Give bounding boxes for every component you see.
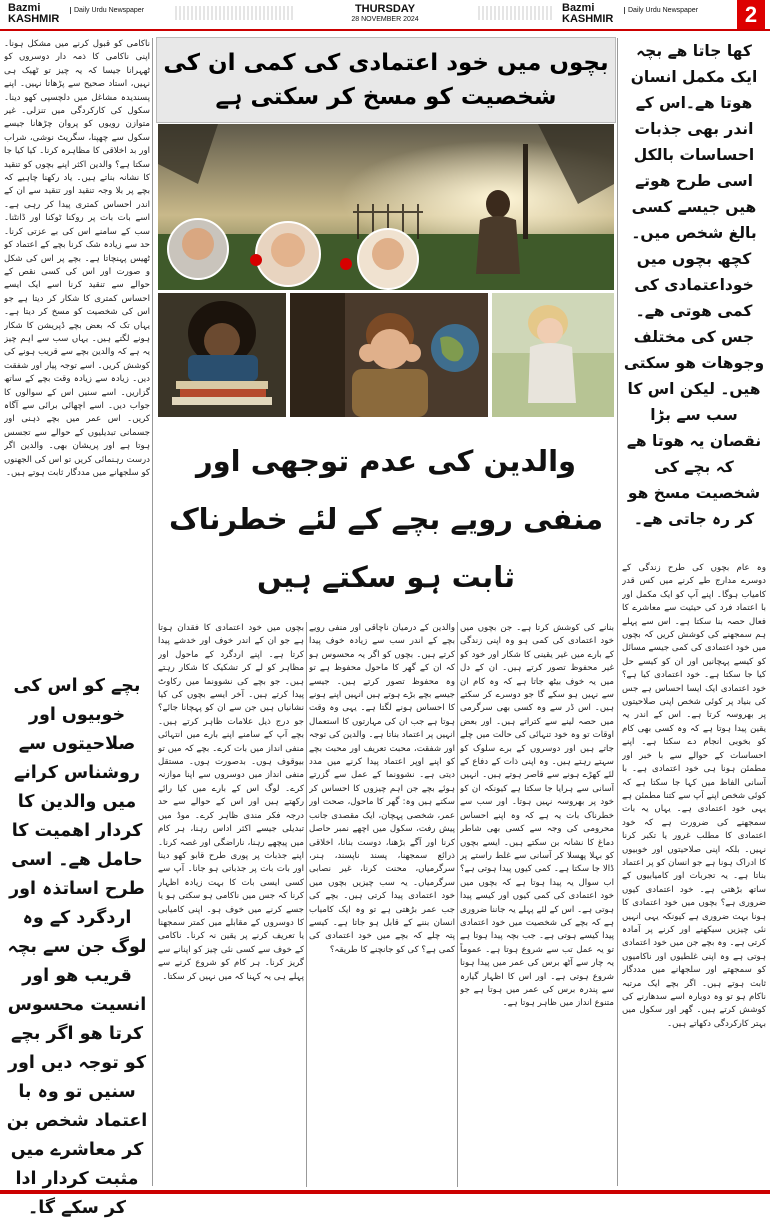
photo-boy-globe	[290, 293, 488, 417]
masthead	[0, 0, 770, 32]
column-divider	[306, 622, 307, 1187]
brand-subtitle-right	[624, 3, 732, 14]
photo-girl-outdoors-svg	[492, 293, 614, 417]
brand-logo-right	[562, 3, 622, 25]
left-pullquote: بچے کو اس کی خوبیوں اور صلاحیتوں سے روشناس کرانے میں والدین کا کردار اھمیت کا حامل ھے۔ اسی طرح اساتذہ اور اردگرد کے وہ لوگ جن سے بچہ قریب ھو اور انسیت محسوس کرتا ھو اگر بچے کو توجہ دیں اور سنیں تو وہ با اعتماد شخص بن کر معاشرے میں مثبت کردار ادا کر سکے گا۔	[6, 676, 148, 1218]
brand-name: Bazmi KASHMIR	[562, 2, 614, 25]
header-rule	[0, 29, 770, 31]
main-headline: والدین کی عدم توجھی اور منفی رویے بچے کے لئے خطرناک ثابت ہو سکتے ہیں	[168, 444, 604, 594]
decor-hatch	[478, 6, 553, 20]
hero-photo-svg	[158, 124, 614, 290]
left-column-paragraph: ناکامی کو قبول کرنے میں مشکل ہونا۔ اپنی ناکامی کا ذمہ دار دوسروں کو ٹھہرانا جیسا کہ یہ چیز تو ٹھیک ہی نہیں، استاد صحیح سے پڑھاتا نہیں۔ اپنے پسندیدہ مشاغل میں دلچسپی کھو دینا۔ سکول کی کارکردگی میں تنزلی۔ غیر متوازن رویوں کو پروان چڑھانا جیسے سکول سے چھپنا، سگریٹ نوشی، شراب اور بد اخلاقی کا مظاہرہ کرنا۔ کیا کیا جا سکتا ہے؟ والدین اکثر اپنے بچوں کو تنقید کا نشانہ بناتے ہیں۔ یاد رکھنا چاہیے کہ بچے پر بلا وجہ تنقید اور تنقید سے ان کے اندر احساس کمتری پیدا کر رہی ہے۔ اسے بات بات پر روکنا ٹوکنا اور ڈانٹنا۔ سب کے سامنے اس کی بے عزتی کرنا۔ حد سے زیادہ شک کرنا بچے کے اعتماد کو ٹھیس پہنچاتا ہے۔ بچے پر اس کی شکل و صورت اور اس کی کسی نقص کے حوالے سے تنقید کرنا اسے ایک ایسے احساس کمتری کا شکار کر دیتا ہے جو اس کی شخصیت کو مسخ کر دیتا ہے۔ یہاں تک کہ بعض بچے ڈپریشن کا شکار ہونے لگتے ہیں۔ یہاں سب سے اہم چیز یہ ہے کہ والدین بچے سے قریب ہونے کی کوشش کریں۔ اسے توجہ پیار اور شفقت دیں۔ زیادہ سے زیادہ وقت بچے کے ساتھ گزاریں۔ اسے سنیں اس کے سوالوں کا جواب دیں۔ اسے اچھائی برائی سے آگاہ کریں۔ اس عمر میں بچے ذہنی اور جسمانی تبدیلیوں کے حوالے سے تجسس ہوتا ہے اور پریشان بھی۔ والدین اگر درست رہنمائی کریں تو اس کی الجھنوں کو سلجھانے میں مددگار ثابت ہوتے ہیں۔	[4, 39, 150, 478]
decor-hatch	[175, 6, 295, 20]
issue-day: THURSDAY	[354, 3, 416, 15]
center-column-c	[460, 622, 614, 1187]
center-column-c-paragraph: بنانے کی کوشش کرتا ہے۔ جن بچوں میں خود اعتمادی کی کمی ہو وہ اپنی زندگی کے بارے میں غیر یقینی کا شکار اور خود کو غیر محفوظ تصور کرتے ہیں۔ ان کے دل میں یہ خوف بیٹھ جاتا ہے کہ وہ کام ان سے نہیں ہو سکے گا جو دوسرے کر سکتے ہیں۔ اس ڈر سے وہ کسی بھی سرگرمی میں حصہ لینے سے کتراتے ہیں۔ اور بعض اوقات تو وہ خود تنہائی کی حالت میں چلے جاتے ہیں اور دوسروں کے برے سلوک کو سہتے رہتے ہیں۔ وہ اپنی ذات کے دفاع کے لئے کھڑے ہونے سے قاصر ہوتے ہیں۔ انہیں آسانی سے ہرایا جا سکتا ہے کیونکہ ان کو خود پر بھروسہ نہیں ہوتا۔ اور سب سے خطرناک بات یہ ہے کہ وہ اپنے احساس محرومی کی وجہ سے کسی بھی شاطر دماغ کا نشانہ بن سکتے ہیں۔ ایسے بچوں کو بہلا پھسلا کر آسانی سے غلط راستے پر ڈالا جا سکتا ہے۔ کمی کیوں پیدا ہوتی ہے؟ اب سوال یہ پیدا ہوتا ہے کہ بچوں میں خود اعتمادی کی کمی کیوں اور کیسے پیدا ہوتی ہے۔ اس کے لئے پہلے یہ جاننا ضروری ہے کہ بچے کی شخصیت میں خود اعتمادی پیدا کیسے ہوتی ہے۔ جب بچہ پیدا ہوتا ہے تو یہ عمل تب سے شروع ہوتا ہے۔ عموماً یہ چار سے آٹھ برس کی عمر میں پیدا ہونا شروع ہوتی ہے۔ اور اس کا اظہار گیارہ سے پندرہ برس کی عمر میں ہوتا ہے جو متنوع انداز میں ظاہر ہوتا ہے۔	[460, 623, 614, 1009]
page-number: 2	[737, 0, 765, 30]
brand-sub: Daily Urdu Newspaper	[624, 7, 698, 14]
center-column-a-paragraph: بچوں میں خود اعتمادی کا فقدان ہوتا ہے جو ان کے اندر خوف اور خدشے پیدا کرتا ہے۔ اپنے اردگرد کے ماحول اور مظاہر کو لے کر تشکیک کا شکار رہتے ہیں۔ جو بچے کی نشوونما میں رکاوٹ پیدا کرتے ہیں۔ آخر ایسے بچوں کی کیا نشانیاں ہیں جن سے ان کو پہچانا جائے؟ جو درج ذیل علامات ظاہر کرتے ہیں۔ بچے آپ کے سامنے اپنے بارے میں انتہائی منفی انداز میں بات کرے۔ بچے کہ میں تو بیوقوف ہوں۔ بدصورت ہوں۔ مستقل منفی انداز میں دوسروں سے اپنا موازنہ کرے۔ لوگ اس کے بارے میں کیا رائے رکھتے ہیں اور اس کے حوالے سے حد درجہ فکر مندی ظاہر کرے۔ موڈ میں تبدیلی جیسے اکثر اداس رہنا، ہر کام میں پیچھے رہنا، ناراضگی اور غصہ کرنا۔ اپنے جذبات پر پوری طرح قابو کھو دینا اور بات بات پر جذباتی ہو جانا۔ آپ سے کسی ایسی بات کا بہت زیادہ اظہار کرنا کہ جس میں ناکامی ہو سکتی ہو یا جسے کرنے میں خوف ہو۔ اپنی کامیابی کا دوسروں کے مقابلے میں کمتر سمجھنا یا تعریف کرنے پر یقین نہ کرنا۔ ناکامی کے خوف سے کسی نئی چیز کو اپنانے سے گریز کرنا۔ ہر کام کو شروع کرنے سے پہلے ہی یہ کہنا کہ میں نہیں کر سکتا۔	[158, 623, 304, 982]
center-column-b	[309, 622, 455, 1187]
brand-subtitle-left	[70, 3, 150, 14]
photo-girl-books	[158, 293, 286, 417]
column-divider	[152, 38, 153, 1186]
banner-headline: بچوں میں خود اعتمادی کی کمی ان کی شخصیت کو مسخ کر سکتی ہے	[156, 37, 616, 123]
issue-date: 28 NOVEMBER 2024	[351, 16, 419, 23]
brand-name: Bazmi KASHMIR	[8, 2, 60, 25]
hero-photo	[158, 124, 614, 290]
right-pullquote: کھا جاتا ھے بچہ ایک مکمل انسان ھوتا ھے۔اس کے اندر بھی جذبات احساسات بالکل اسی طرح ھوتے ھیں جیسے کسی بالغ شخص میں۔کچھ بچوں میں خوداعتمادی کی کمی ھوتی ھے۔جس کی مختلف وجوھات ھو سکتی ھیں۔ لیکن اس کا سب سے بڑا نقصان یہ ھوتا ھے کہ بچے کی شخصیت مسخ ھو کر رہ جاتی ھے۔	[623, 42, 765, 528]
right-column-text	[622, 562, 766, 1187]
brand-sub: Daily Urdu Newspaper	[70, 7, 144, 14]
photo-girl-outdoors	[492, 293, 614, 417]
brand-logo-left	[8, 3, 68, 25]
footer-rule	[0, 1190, 770, 1194]
center-column-b-paragraph: والدین کے درمیان ناچاقی اور منفی رویے بچے کے اندر سب سے زیادہ خوف پیدا کرتے ہیں۔ بچوں کو اگر یہ محسوس ہو کہ ان کے گھر کا ماحول محفوظ ہے تو وہ محفوظ تصور کرتے ہیں۔ جیسے جیسے بچے بڑے ہوتے ہیں انہیں اپنے ہونے کا احساس ہونے لگتا ہے۔ یہی وہ وقت ہوتا ہے جب ان کی مہارتوں کا استعمال انہیں پر اعتماد بناتا ہے۔ والدین کی توجہ اور شفقت، محبت تعریف اور محبت بچے کو اپنے اوپر اعتماد پیدا کرنے میں مدد دیتی ہے۔ نشوونما کے عمل سے گزرتے ہوئے بچے جن اہم چیزوں کا احساس کر سکتے ہیں وہ: گھر کا ماحول، صحت اور عمر، شخصی پہچان، ایک مقصدی جانب پیش رفت، سکول میں اچھے نمبر حاصل کرنا اور آگے بڑھنا، دوست بنانا، اخلاقی ذرائع سمجھنا، پسند ناپسند، ہنر، سرگرمیاں، محنت کرنا، غیر نصابی سرگرمیاں۔ یہ سب چیزیں بچوں میں خود اعتمادی پیدا کرتی ہیں۔ بچے کی جب عمر بڑھتی ہے تو وہ ایک کامیاب انسان بننے کے قابل ہو جاتا ہے۔ کیسے پتہ چلے کہ بچے میں خود اعتمادی کی کمی ہے؟ کی کو جانچنے کا طریقہ؟	[309, 623, 455, 955]
center-column-a	[158, 622, 304, 1187]
photo-boy-globe-svg	[290, 293, 488, 417]
left-column-text	[4, 38, 150, 668]
photo-girl-books-svg	[158, 293, 286, 417]
right-column-paragraph: وہ عام بچوں کی طرح زندگی کے دوسرے مدارج طے کرنے میں کس قدر کامیاب ہوگا۔ اپنے آپ کو ایک مکمل اور با اعتماد فرد کی حیثیت سے معاشرے کا فعال حصہ بنا سکتا ہے۔ اس سے پہلے ہم سمجھنے کی کوشش کریں کہ بچوں میں خود اعتمادی کی کمی جیسے مسائل کو کیسے پہچانیں اور ان کو کیسے حل کیا جا سکتا ہے۔ خود اعتمادی کیا ہے؟ خود اعتمادی ایک ایسا احساس ہے جس کی بنیاد پر کوئی شخص اپنی صلاحیتوں پر بھروسہ کرتا ہے۔ اس کے اندر یہ یقین پیدا ہوتا ہے کہ وہ کسی بھی کام کو بخوبی انجام دے سکتا ہے۔ اپنے احساسات کے حوالے سے با خبر اور مطمئن ہونا ہی خود اعتمادی ہے۔ با آسانی الفاظ میں کہا جا سکتا ہے کہ کوئی شخص اپنے آپ سے کتنا مطمئن ہے یہی خود اعتمادی ہے۔ یہاں یہ بات سمجھنے کی ضرورت ہے کہ خود اعتمادی کا مطلب غرور یا تکبر کرنا نہیں۔ بلکہ اپنی صلاحیتوں اور خوبیوں کا ادراک ہونا ہے جو انسان کو پر اعتماد بناتا ہے۔ یہ تجربات اور کامیابیوں کے ساتھ بڑھتی ہے۔ خود اعتمادی کیوں ضروری ہے؟ بچوں میں خود اعتمادی کا ہونا بہت ضروری ہے کیونکہ یہی انہیں نئی چیزیں سیکھنے اور کرنے پر آمادہ کرتی ہے۔ وہ بچے جن میں خود اعتمادی ہوتی ہے وہ اپنی غلطیوں اور ناکامیوں کو سمجھتے اور سلجھانے میں مددگار ثابت ہوتے ہیں۔ اگر بچے ایک مرتبہ ناکام ہو تو وہ دوبارہ اسے سدھارنے کی کوشش کرتے ہیں۔ گھر اور سکول میں بہتر کارکردگی دکھاتے ہیں۔	[622, 563, 766, 1029]
column-divider	[617, 38, 618, 1186]
column-divider	[457, 622, 458, 1187]
